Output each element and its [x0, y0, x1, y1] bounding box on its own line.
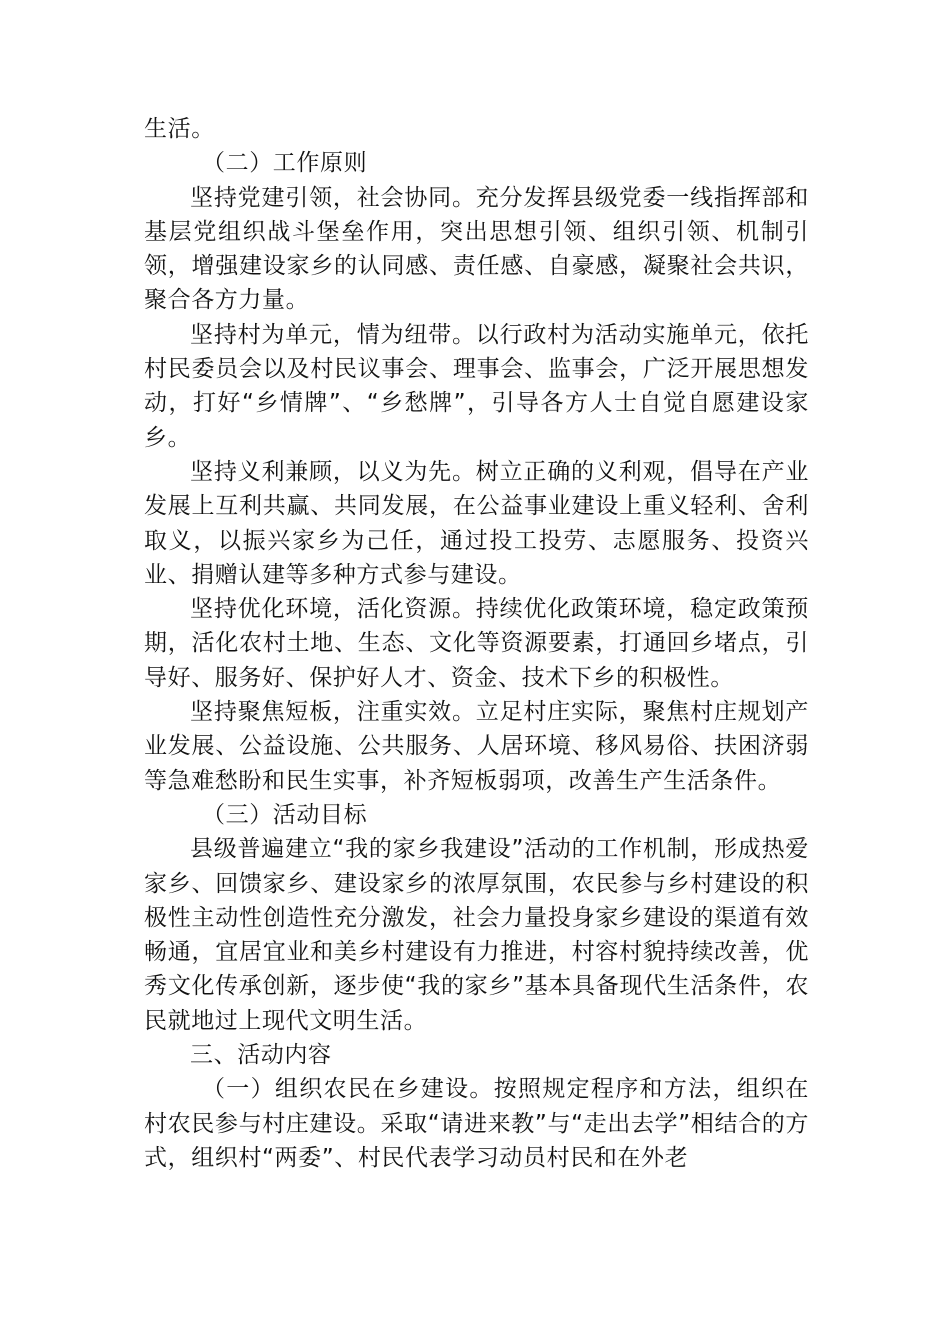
paragraph-organize-farmers: （一）组织农民在乡建设。按照规定程序和方法，组织在村农民参与村庄建设。采取“请进来教”与“走出去学”相结合的方式，组织村“两委”、村民代表学习动员村民和在外老 — [144, 1076, 809, 1171]
section-heading-activity-goals: （三）活动目标 — [202, 801, 368, 828]
paragraph-principle-party-leadership: 坚持党建引领，社会协同。充分发挥县级党委一线指挥部和基层党组织战斗堡垒作用，突出思想引领、组织引领、机制引领，增强建设家乡的认同感、责任感、自豪感，凝聚社会共识，聚合各方力量。 — [144, 184, 809, 314]
section-heading-work-principles: （二）工作原则 — [202, 150, 368, 177]
paragraph-principle-righteousness: 坚持义利兼顾，以义为先。树立正确的义利观，倡导在产业发展上互利共赢、共同发展，在公益事业建设上重义轻利、舍利取义，以振兴家乡为己任，通过投工投劳、志愿服务、投资兴业、捐赠认建等多种方式参与建设。 — [144, 458, 809, 588]
paragraph-principle-environment: 坚持优化环境，活化资源。持续优化政策环境，稳定政策预期，活化农村土地、生态、文化等资源要素，打通回乡堵点，引导好、服务好、保护好人才、资金、技术下乡的积极性。 — [144, 596, 809, 691]
section-heading-activity-content: 三、活动内容 — [190, 1042, 332, 1069]
document-body — [144, 112, 809, 1175]
paragraph-activity-goals: 县级普遍建立“我的家乡我建设”活动的工作机制，形成热爱家乡、回馈家乡、建设家乡的浓厚氛围，农民参与乡村建设的积极性主动性创造性充分激发，社会力量投身家乡建设的渠道有效畅通，宜居宜业和美乡村建设有力推进，村容村貌持续改善，优秀文化传承创新，逐步使“我的家乡”基本具备现代生活条件，农民就地过上现代文明生活。 — [144, 836, 809, 1034]
paragraph-principle-shortcomings: 坚持聚焦短板，注重实效。立足村庄实际，聚焦村庄规划产业发展、公益设施、公共服务、人居环境、移风易俗、扶困济弱等急难愁盼和民生实事，补齐短板弱项，改善生产生活条件。 — [144, 699, 809, 794]
paragraph-principle-village-unit: 坚持村为单元，情为纽带。以行政村为活动实施单元，依托村民委员会以及村民议事会、理事会、监事会，广泛开展思想发动，打好“乡情牌”、“乡愁牌”，引导各方人士自觉自愿建设家乡。 — [144, 321, 809, 451]
paragraph-continuation: 生活。 — [144, 116, 215, 142]
